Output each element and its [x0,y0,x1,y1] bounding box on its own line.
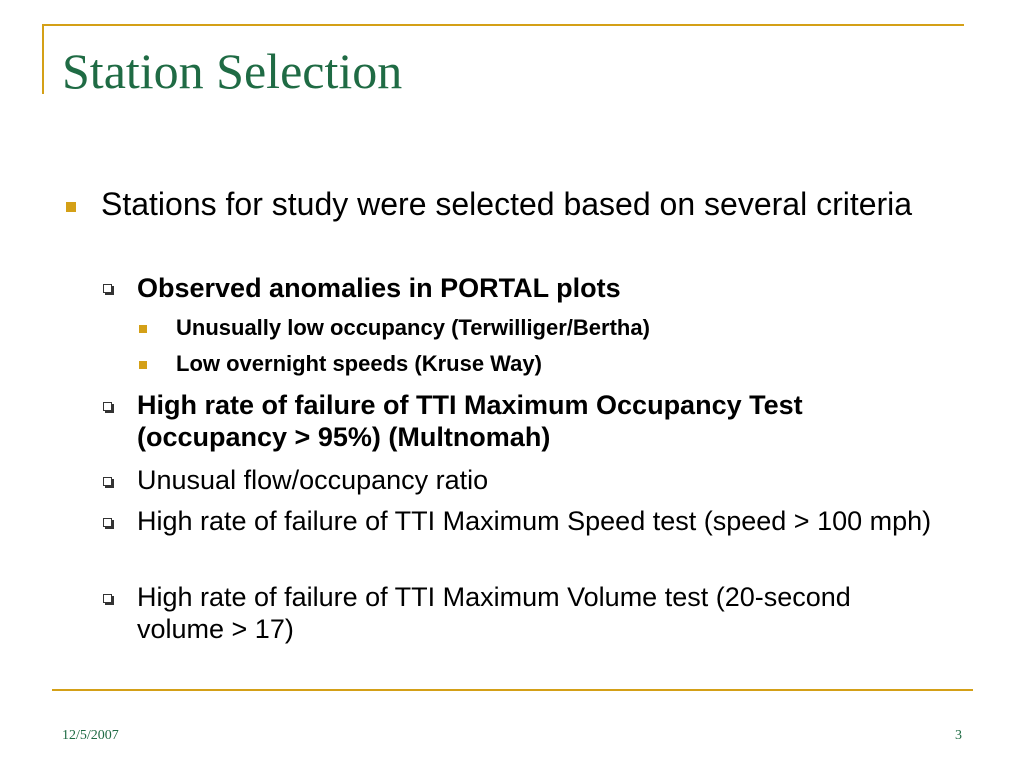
bullet-low-occupancy: Unusually low occupancy (Terwilliger/Bertha) [176,315,650,340]
bullet-portal-anomalies: Observed anomalies in PORTAL plots [137,273,621,303]
hollow-square-bullet-icon [103,594,112,603]
square-bullet-icon [66,202,76,212]
bullet-low-speeds: Low overnight speeds (Kruse Way) [176,351,542,376]
hollow-square-bullet-icon [103,402,112,411]
bullet-max-occupancy: High rate of failure of TTI Maximum Occupancy Test (occupancy > 95%) (Multnomah) [137,390,803,452]
bullet-main: Stations for study were selected based on several criteria [101,186,913,222]
bullet-max-volume: High rate of failure of TTI Maximum Volume test (20-second volume > 17) [137,582,851,644]
hollow-square-bullet-icon [103,518,112,527]
slide-title: Station Selection [62,43,403,99]
square-bullet-icon [139,361,147,369]
square-bullet-icon [139,325,147,333]
footer-rule [52,689,973,691]
hollow-square-bullet-icon [103,477,112,486]
footer-date: 12/5/2007 [62,728,119,743]
hollow-square-bullet-icon [103,284,112,293]
page-number: 3 [955,728,962,743]
bullet-max-speed: High rate of failure of TTI Maximum Speed test (speed > 100 mph) [137,506,932,536]
bullet-flow-ratio: Unusual flow/occupancy ratio [137,465,489,495]
